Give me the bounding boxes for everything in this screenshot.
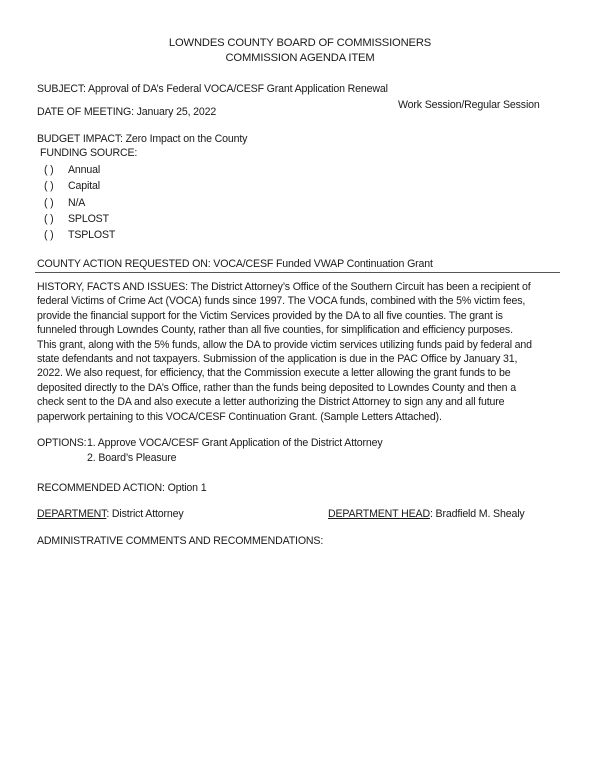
history-line: deposited directly to the DA’s Office, rather than the funds being deposited to Lowndes County and then a — [37, 381, 516, 394]
option-2: 2. Board’s Pleasure — [87, 452, 177, 464]
funding-option-splost: SPLOST — [68, 213, 109, 225]
department — [37, 508, 184, 520]
history-facts-issues — [37, 280, 563, 424]
option-1: 1. Approve VOCA/CESF Grant Application of the District Attorney — [87, 437, 383, 449]
document-title-line-1: LOWNDES COUNTY BOARD OF COMMISSIONERS — [168, 37, 432, 49]
history-line: funneled through Lowndes County, rather than all five counties, for simplification and efficiency purposes. — [37, 324, 513, 337]
department-head-value: : Bradfield M. Shealy — [429, 508, 525, 520]
options-label: OPTIONS: — [37, 437, 87, 449]
department-head — [328, 508, 525, 520]
date-of-meeting: DATE OF MEETING: January 25, 2022 — [37, 106, 217, 118]
history-line: check sent to the DA and also execute a letter authorizing the District Attorney to sign any and all future — [37, 396, 505, 409]
funding-checkbox-capital: ( ) — [44, 180, 54, 192]
funding-source-label: FUNDING SOURCE: — [40, 147, 138, 159]
history-line: 2022. We also request, for efficiency, that the Commission execute a letter allowing the grant funds to be — [37, 367, 511, 380]
history-line: federal Victims of Crime Act (VOCA) funds since 1997. The VOCA funds, combined with the 5% victim fees, — [37, 295, 526, 308]
funding-checkbox-splost: ( ) — [44, 213, 54, 225]
budget-impact: BUDGET IMPACT: Zero Impact on the County — [37, 133, 248, 145]
history-line: This grant, along with the 5% funds, allow the DA to provide victim services utilizing funds paid by federal and — [37, 338, 532, 351]
funding-option-tsplost: TSPLOST — [68, 229, 116, 241]
history-line: paperwork pertaining to this VOCA/CESF Continuation Grant. (Sample Letters Attached). — [37, 410, 442, 423]
subject-line: SUBJECT: Approval of DA’s Federal VOCA/CESF Grant Application Renewal — [37, 83, 388, 95]
funding-checkbox-na: ( ) — [44, 197, 54, 209]
department-value: : District Attorney — [106, 508, 184, 520]
department-label: DEPARTMENT — [37, 508, 107, 520]
recommended-action: RECOMMENDED ACTION: Option 1 — [37, 482, 207, 494]
history-line: HISTORY, FACTS AND ISSUES: The District Attorney’s Office of the Southern Circuit has been a recipient of — [37, 281, 531, 293]
session-type: Work Session/Regular Session — [398, 99, 540, 111]
history-line: provide the financial support for the Victim Services provided by the DA to all five counties. The grant is — [37, 309, 503, 322]
funding-option-na: N/A — [68, 197, 86, 209]
funding-option-capital: Capital — [68, 180, 100, 192]
funding-option-annual: Annual — [68, 164, 101, 176]
county-action-requested: COUNTY ACTION REQUESTED ON: VOCA/CESF Funded VWAP Continuation Grant — [37, 258, 433, 270]
section-divider — [35, 272, 560, 273]
department-head-label: DEPARTMENT HEAD — [328, 508, 430, 520]
funding-checkbox-annual: ( ) — [44, 164, 54, 176]
funding-checkbox-tsplost: ( ) — [44, 229, 54, 241]
document-title-line-2: COMMISSION AGENDA ITEM — [225, 52, 375, 64]
administrative-comments: ADMINISTRATIVE COMMENTS AND RECOMMENDATIONS: — [37, 535, 324, 547]
history-line: state defendants and not taxpayers. Submission of the application is due in the PAC Office by January 31, — [37, 353, 518, 366]
